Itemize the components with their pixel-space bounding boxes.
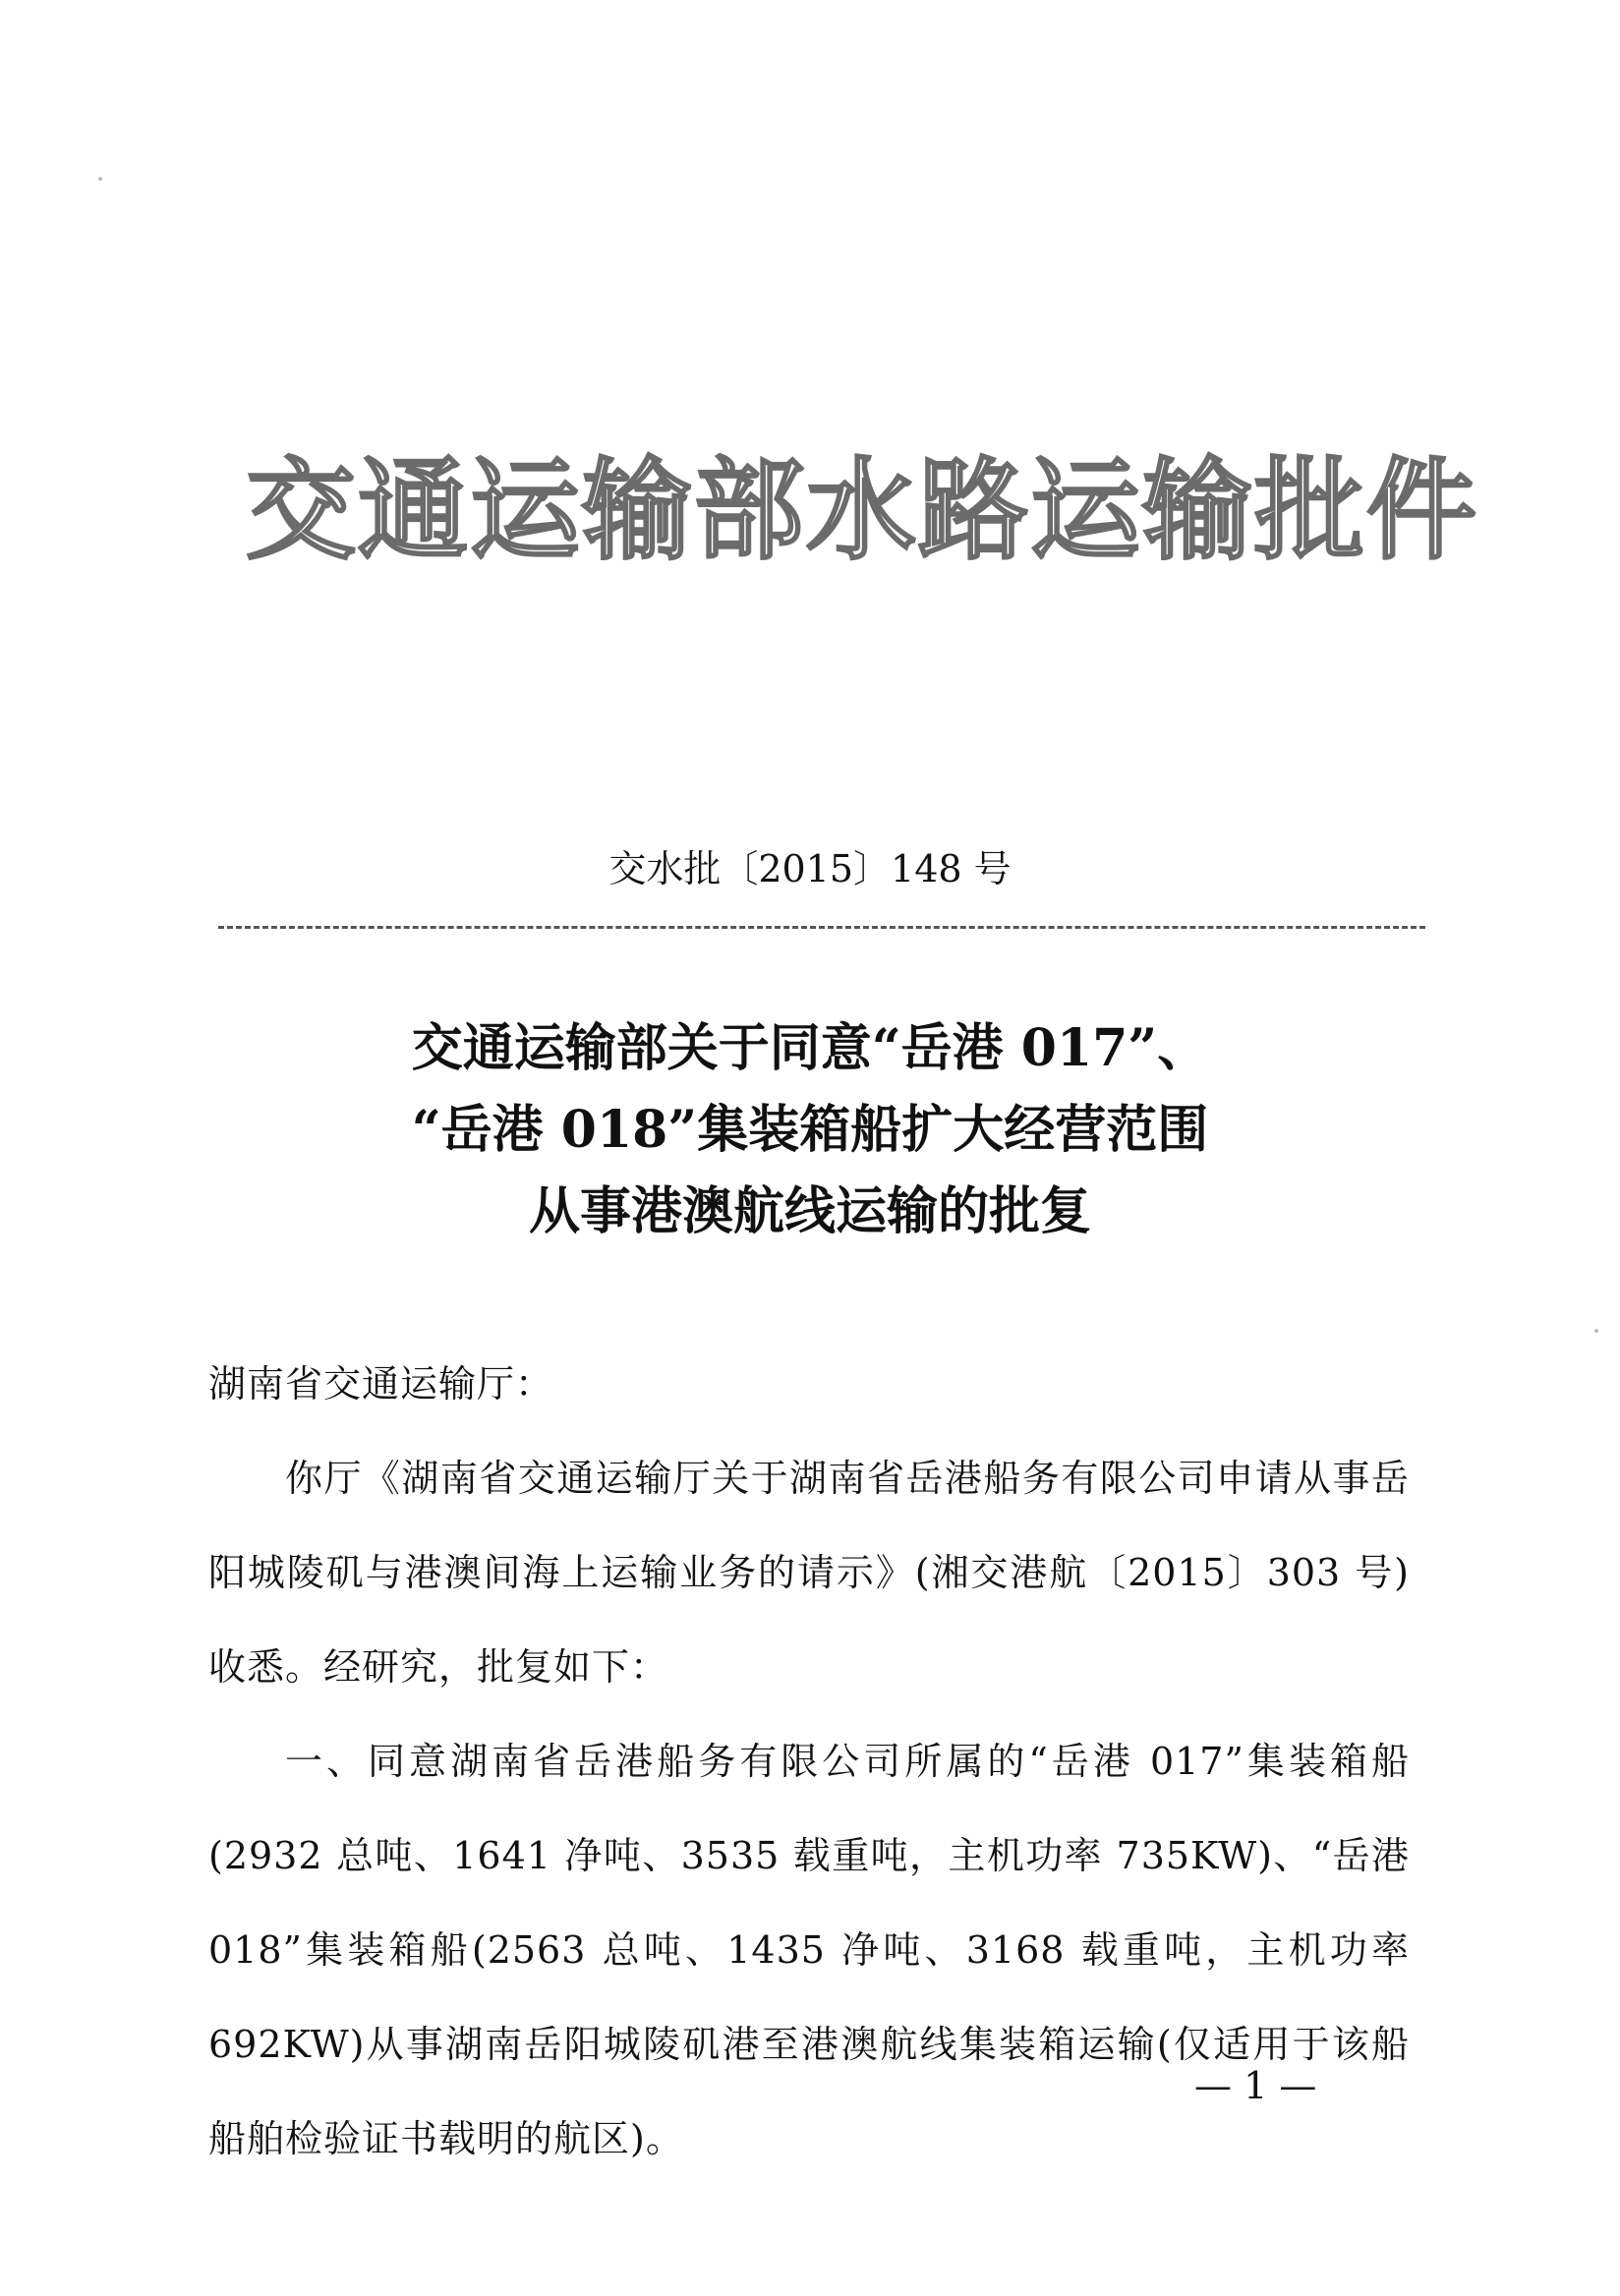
- body-paragraph-2: 一、同意湖南省岳港船务有限公司所属的“岳港 017”集装箱船(2932 总吨、1641 净吨、3535 载重吨，主机功率 735KW)、“岳港 018”集装箱船(2563 总吨、1435 净吨、3168 载重吨，主机功率 692KW)从事湖南岳阳城陵矶港至港澳航线集装箱运输(仅适用于该船船舶检验证书载明的航区)。: [208, 1740, 1410, 2160]
- masthead: 交通运输部水路运输批件: [246, 447, 1478, 575]
- body-paragraph-1: 你厅《湖南省交通运输厅关于湖南省岳港船务有限公司申请从事岳阳城陵矶与港澳间海上运输业务的请示》(湘交港航〔2015〕303 号)收悉。经研究，批复如下：: [208, 1457, 1410, 1689]
- page-number: — 1 —: [1194, 2064, 1317, 2107]
- document-number: 交水批〔2015〕148 号: [608, 847, 1012, 890]
- document-title: [197, 1007, 1423, 1252]
- title-line-2: “岳港 018”集装箱船扩大经营范围: [411, 1100, 1209, 1160]
- salutation: 湖南省交通运输厅：: [208, 1362, 554, 1406]
- document-body: [208, 1337, 1410, 2186]
- title-line-1: 交通运输部关于同意“岳港 017”、: [411, 1018, 1209, 1078]
- title-line-3: 从事港澳航线运输的批复: [528, 1181, 1091, 1241]
- scan-speck: [1594, 1329, 1598, 1333]
- scan-speck: [98, 177, 102, 181]
- separator-rule: [218, 926, 1425, 929]
